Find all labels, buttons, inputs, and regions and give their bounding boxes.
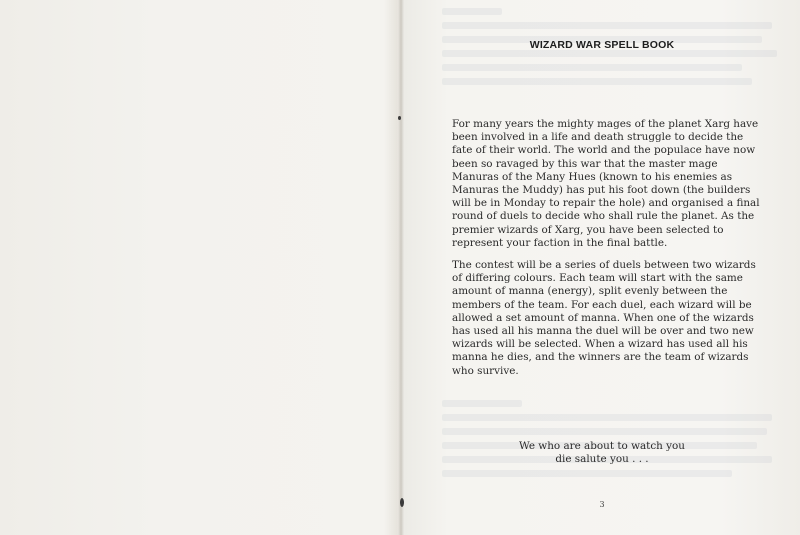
body-text xyxy=(452,118,762,387)
staple-mark-top xyxy=(398,116,401,120)
page-number: 3 xyxy=(599,500,605,509)
page-title: WIZARD WAR SPELL BOOK xyxy=(529,39,675,51)
right-page xyxy=(404,0,800,535)
closing-lines xyxy=(404,440,800,466)
closing-line: We who are about to watch you xyxy=(519,440,685,452)
paragraph: For many years the mighty mages of the planet Xarg have been involved in a life and death struggle to decide the fate of their world. The world and the populace have now been so ravaged by this war that the master mage Manuras of the Many Hues (known to his enemies as Manuras the Muddy) has put his foot down (the builders will be in Monday to repair the hole) and organised a final round of duels to decide who shall rule the planet. As the premier wizards of Xarg, you have been selected to represent your faction in the final battle. xyxy=(452,118,760,249)
closing-line: die salute you . . . xyxy=(555,453,649,466)
paragraph: The contest will be a series of duels between two wizards of differing colours. Each team will start with the same amount of manna (energy), split evenly between the members of the team. For each duel, each wizard will be allowed a set amount of manna. When one of the wizards has used all his manna the duel will be over and two new wizards will be selected. When a wizard has used all his manna he dies, and the winners are the team of wizards who survive. xyxy=(452,259,756,377)
